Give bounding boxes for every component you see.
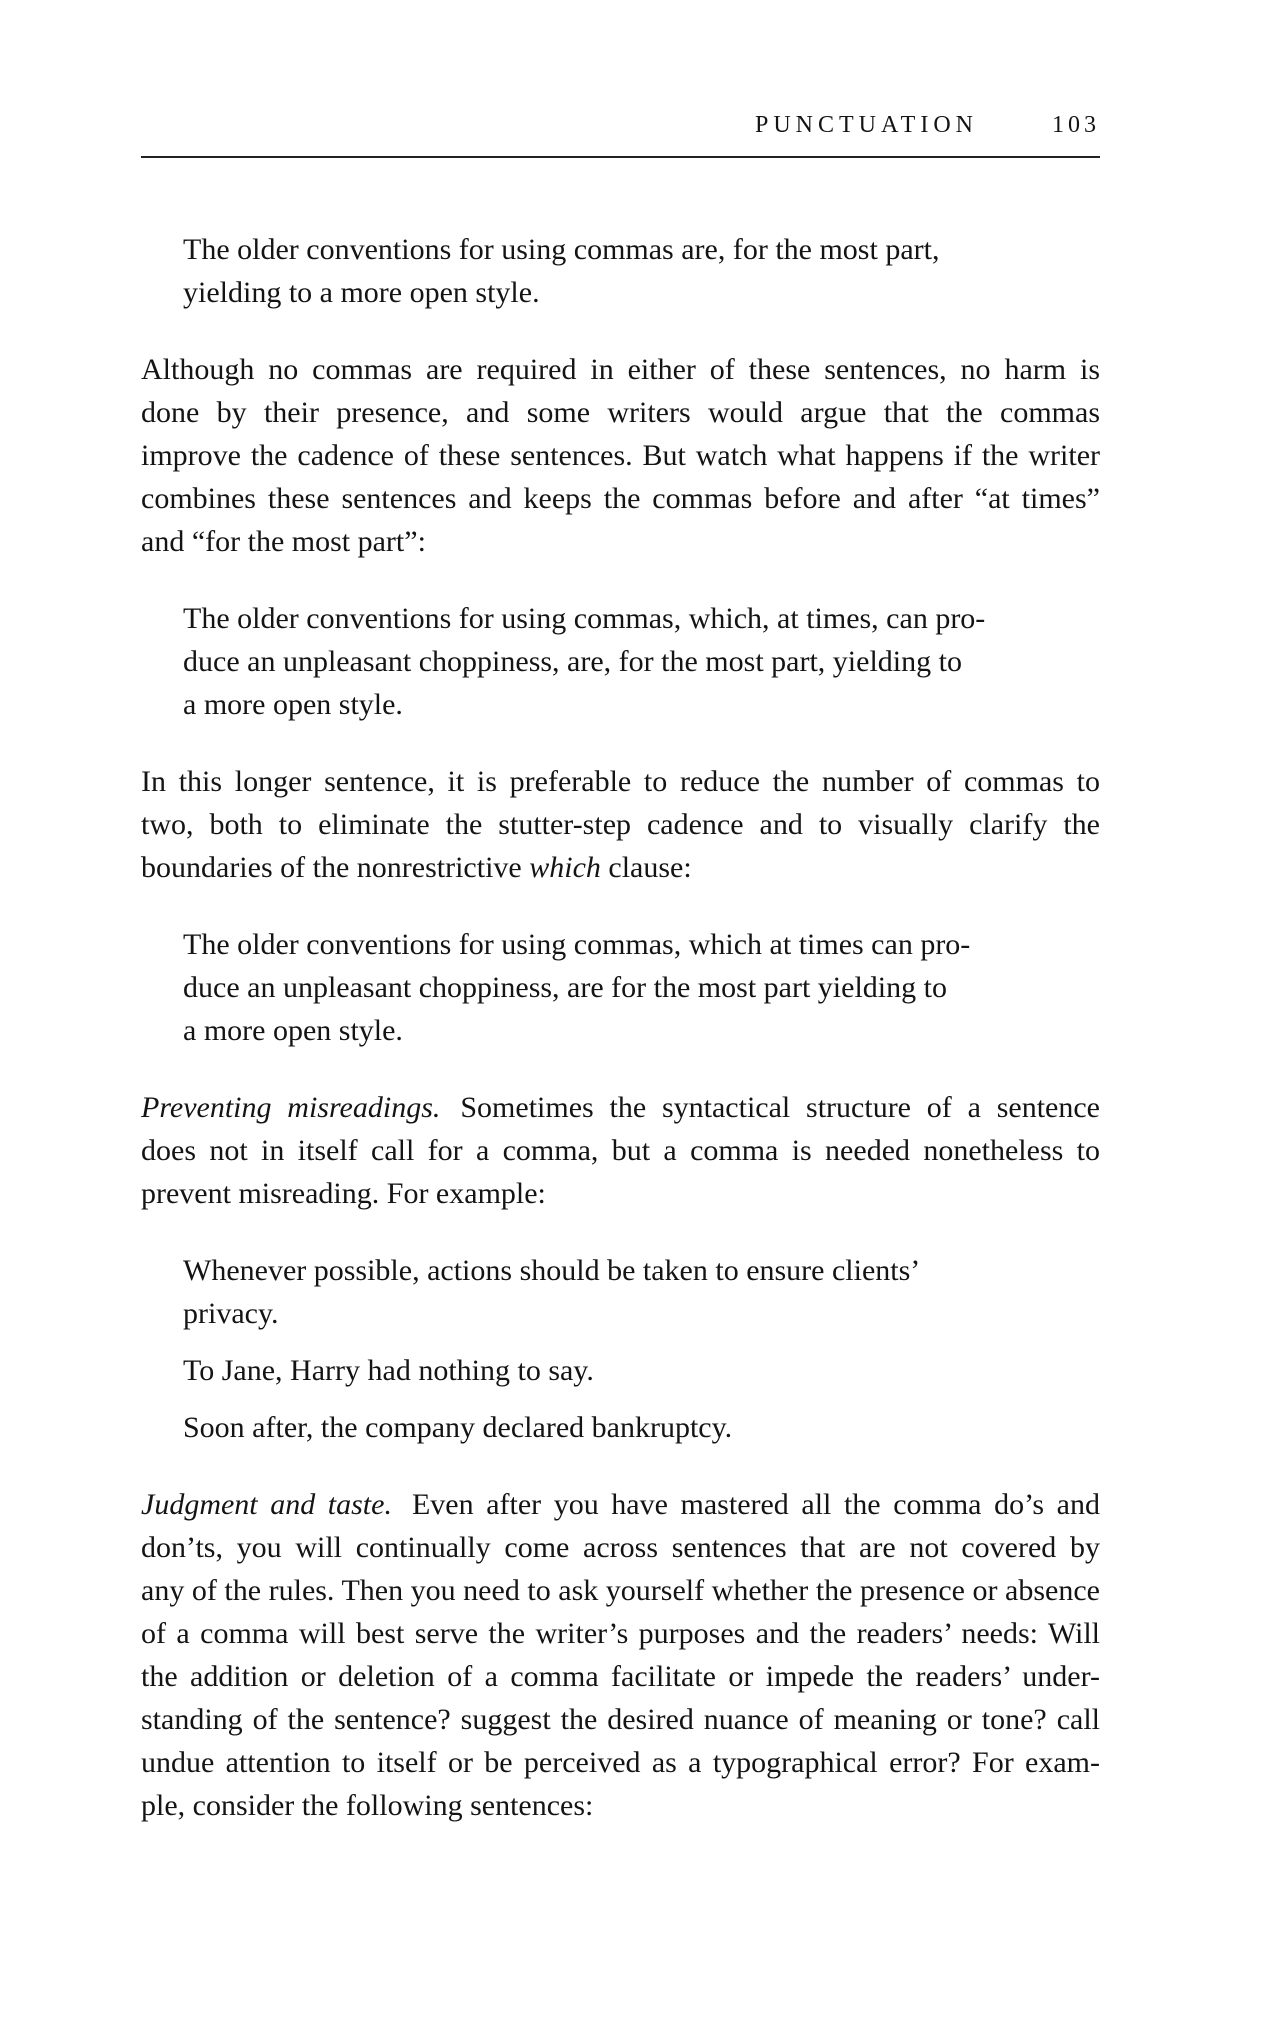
example-line: The older conventions for using commas are, for the most part, (183, 233, 940, 266)
text-line: the addition or deletion of a comma facilitate or impede the readers’ under- (141, 1660, 1100, 1693)
example-line: To Jane, Harry had nothing to say. (183, 1354, 594, 1387)
example-line: The older conventions for using commas, which at times can pro- (183, 928, 971, 961)
text-line: ple, consider the following sentences: (141, 1789, 594, 1822)
page-number: 103 (1052, 112, 1100, 138)
text-line: two, both to eliminate the stutter-step cadence and to visually clarify the (141, 808, 1100, 841)
paragraph (141, 760, 1100, 889)
example-line: duce an unpleasant choppiness, are for the most part yielding to (183, 971, 947, 1004)
text-line: don’ts, you will continually come across sentences that are not covered by (141, 1531, 1100, 1564)
text-line: does not in itself call for a comma, but a comma is needed nonetheless to (141, 1134, 1100, 1167)
page-header (141, 108, 1100, 158)
text-line: done by their presence, and some writers would argue that the commas (141, 396, 1100, 429)
text-line: of a comma will best serve the writer’s purposes and the readers’ needs: Will (141, 1617, 1100, 1650)
paragraph (141, 1086, 1100, 1215)
example-sentence (183, 1249, 1063, 1335)
text-line: Although no commas are required in either of these sentences, no harm is (141, 353, 1100, 386)
example-sentence (141, 597, 1063, 726)
paragraph (141, 348, 1100, 563)
run-in-heading: Preventing misreadings. (141, 1091, 441, 1124)
running-head: PUNCTUATION (755, 112, 978, 138)
example-sentence (183, 1349, 1063, 1392)
example-line: yielding to a more open style. (183, 276, 540, 309)
text-run: Sometimes the syntactical structure of a sentence (460, 1091, 1100, 1124)
text-line: combines these sentences and keeps the commas before and after “at times” (141, 482, 1100, 515)
text-line: and “for the most part”: (141, 525, 426, 558)
example-line: a more open style. (183, 1014, 403, 1047)
text-line: any of the rules. Then you need to ask yourself whether the presence or absence (141, 1574, 1100, 1607)
run-in-heading: Judgment and taste. (141, 1488, 392, 1521)
example-line: a more open style. (183, 688, 403, 721)
example-line: privacy. (183, 1297, 279, 1330)
text-run: Even after you have mastered all the comma do’s and (411, 1488, 1100, 1521)
text-line: prevent misreading. For example: (141, 1177, 546, 1210)
text-line (141, 846, 1100, 889)
italic-term: which (529, 851, 601, 884)
example-line: duce an unpleasant choppiness, are, for the most part, yielding to (183, 645, 962, 678)
example-line: Soon after, the company declared bankruptcy. (183, 1411, 733, 1444)
text-line (141, 1086, 1100, 1129)
paragraph (141, 1483, 1100, 1827)
page-body (141, 228, 1100, 1861)
text-line: undue attention to itself or be perceived as a typographical error? For exam- (141, 1746, 1100, 1779)
text-line: improve the cadence of these sentences. But watch what happens if the writer (141, 439, 1100, 472)
text-line (141, 1483, 1100, 1526)
example-sentence (141, 923, 1063, 1052)
text-run: clause: (600, 851, 692, 884)
text-line: standing of the sentence? suggest the desired nuance of meaning or tone? call (141, 1703, 1100, 1736)
text-run: boundaries of the nonrestrictive (141, 851, 530, 884)
example-line: Whenever possible, actions should be taken to ensure clients’ (183, 1254, 921, 1287)
example-list (141, 1249, 1063, 1449)
example-sentence (183, 1406, 1063, 1449)
example-sentence (141, 228, 1063, 314)
text-line: In this longer sentence, it is preferable to reduce the number of commas to (141, 765, 1100, 798)
example-line: The older conventions for using commas, which, at times, can pro- (183, 602, 986, 635)
